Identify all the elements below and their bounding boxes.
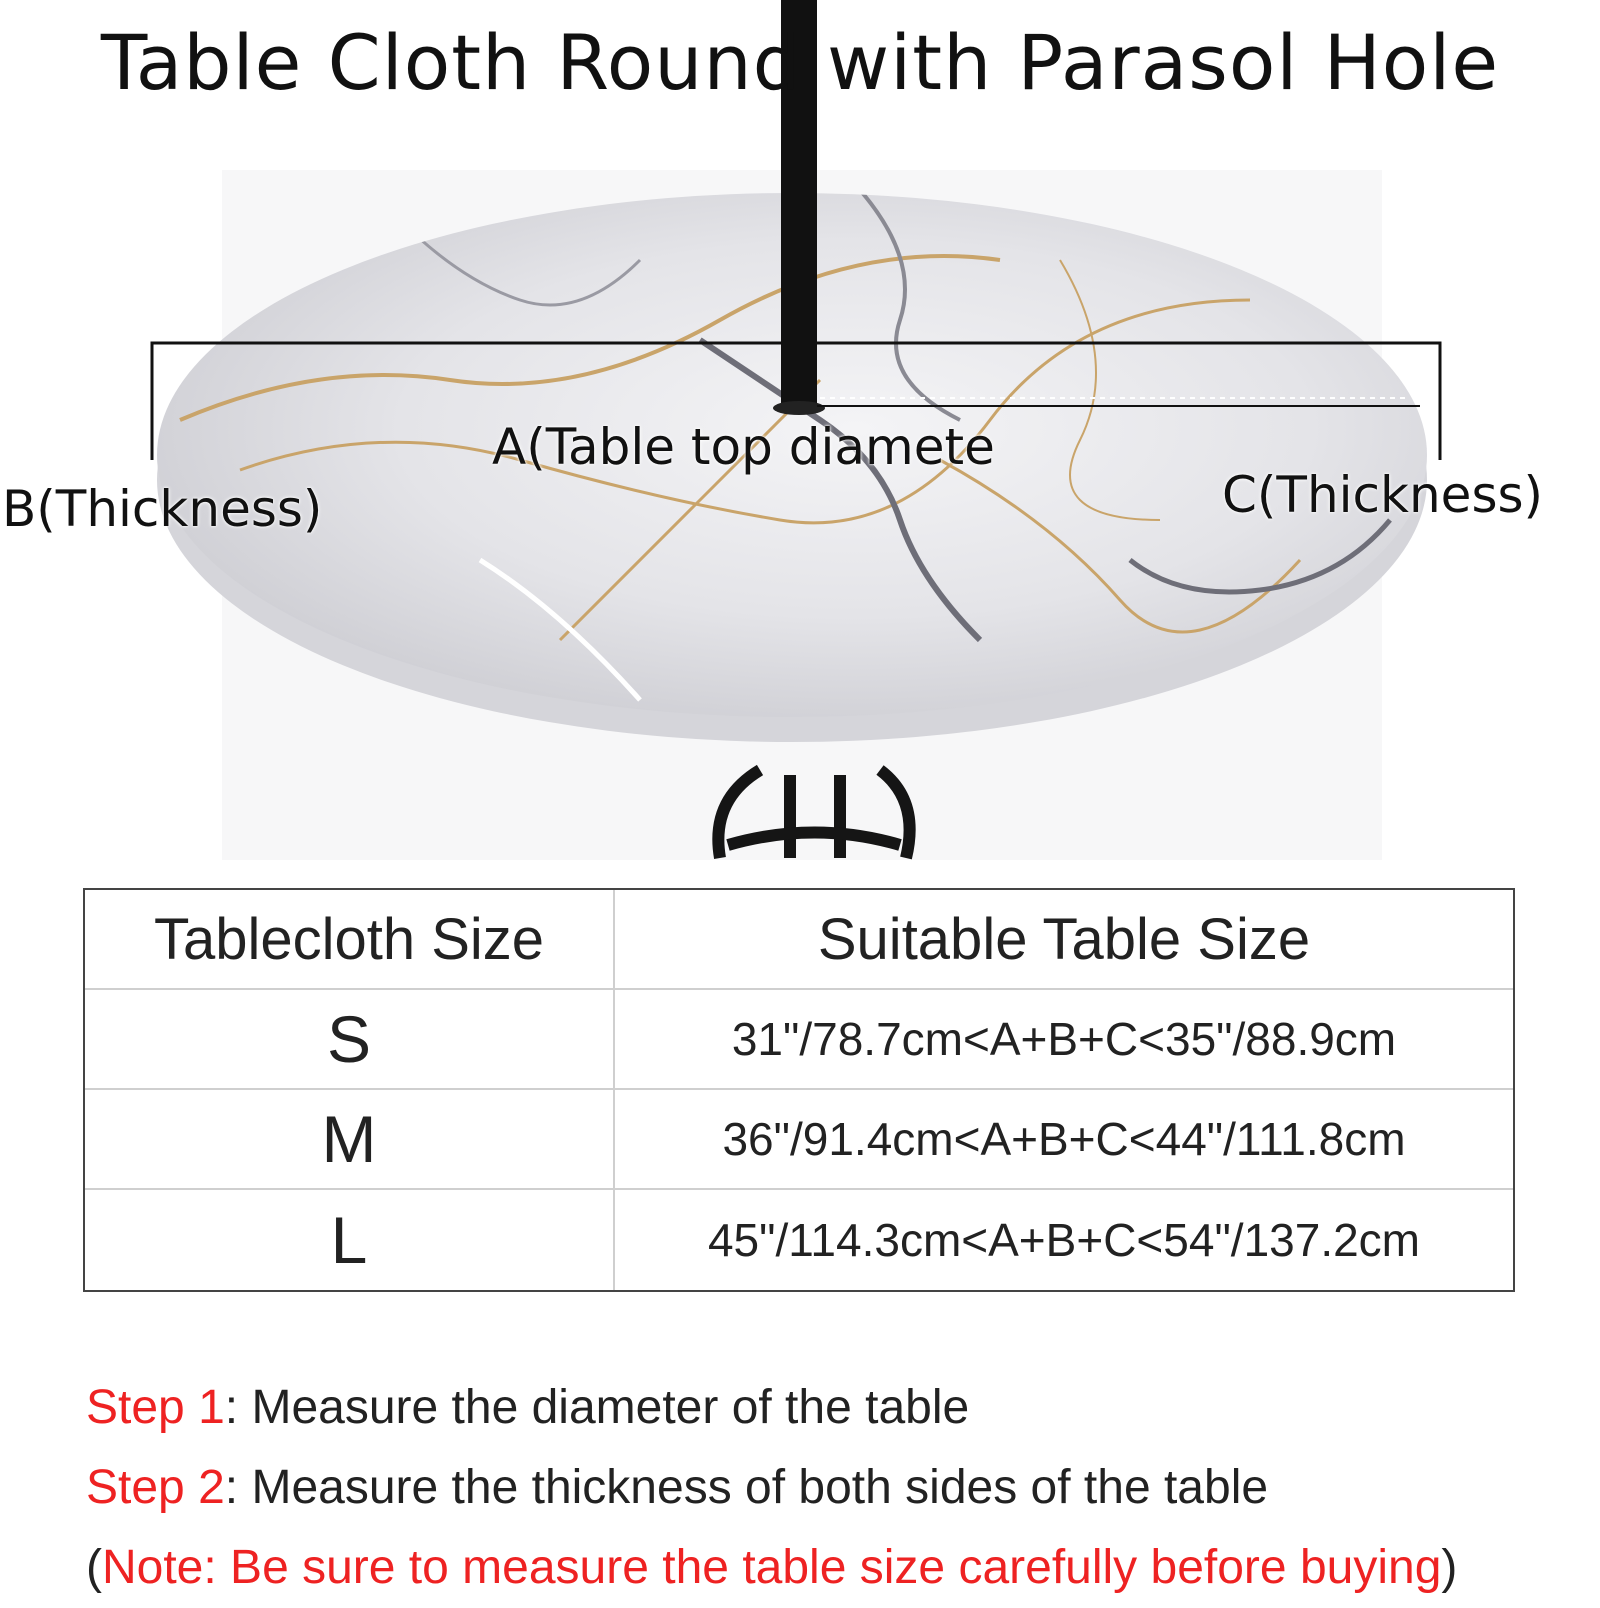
size-cell-s: S (85, 990, 615, 1090)
range-cell-s: 31"/78.7cm<A+B+C<35"/88.9cm (615, 990, 1513, 1090)
note-open-paren: ( (86, 1541, 102, 1594)
size-table (83, 888, 1515, 1292)
label-c-thickness: C(Thickness) (1222, 466, 1544, 524)
range-cell-m: 36"/91.4cm<A+B+C<44"/111.8cm (615, 1090, 1513, 1190)
page-title: Table Cloth Round with Parasol Hole (100, 18, 1500, 107)
range-cell-l: 45"/114.3cm<A+B+C<54"/137.2cm (707, 1214, 1421, 1266)
step-1-label: Step 1 (86, 1381, 225, 1434)
size-cell-l: L (85, 1190, 615, 1290)
note-text: Note: Be sure to measure the table size carefully before buying (101, 1541, 1442, 1594)
label-b-thickness: B(Thickness) (2, 480, 323, 538)
measurement-instructions (86, 1368, 1457, 1608)
label-a-diameter: A(Table top diamete (492, 418, 995, 476)
size-cell-m: M (85, 1090, 615, 1190)
header-suitable-table-size: Suitable Table Size (615, 890, 1513, 990)
note-close-paren: ) (1441, 1541, 1458, 1594)
step-1-text: : Measure the diameter of the table (224, 1381, 970, 1434)
header-tablecloth-size: Tablecloth Size (85, 890, 615, 990)
step-2-text: : Measure the thickness of both sides of the table (224, 1461, 1269, 1514)
step-2 (86, 1448, 1457, 1528)
note (86, 1528, 1457, 1608)
step-1 (86, 1368, 1457, 1448)
step-2-label: Step 2 (86, 1461, 225, 1514)
